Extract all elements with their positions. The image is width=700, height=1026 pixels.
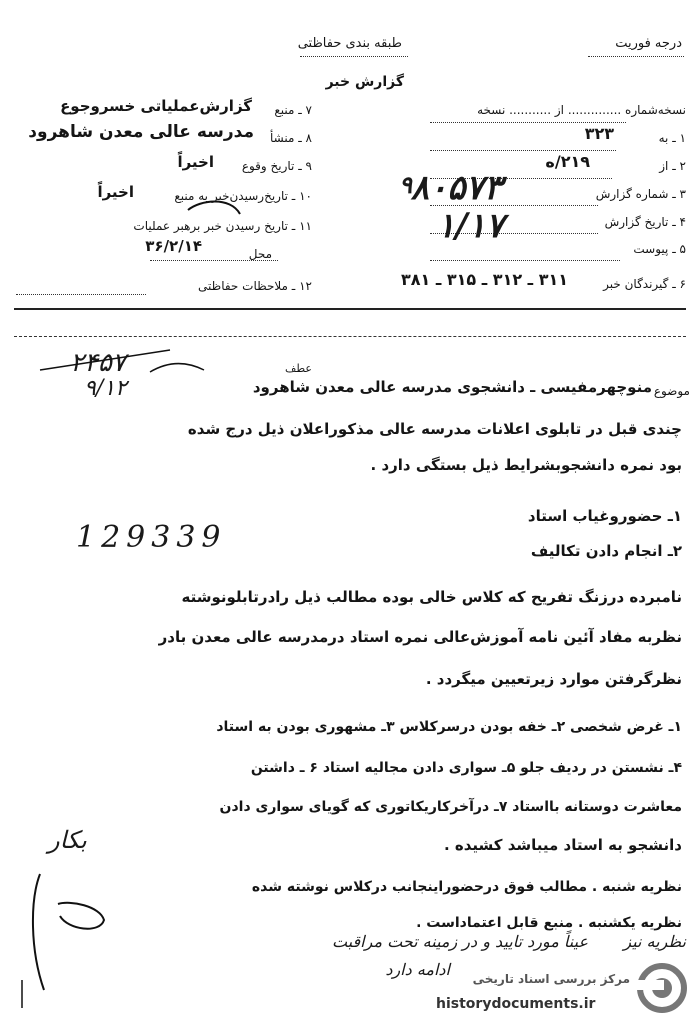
handwritten-margin-code: ۹ — [399, 170, 412, 199]
subject-text: منوچهرمفیسی ـ دانشجوی مدرسه عالی معدن شاهرود — [252, 378, 652, 396]
handwritten-side-mark: بکار — [48, 826, 87, 854]
occurrence-date-label: ۹ ـ تاریخ وقوع — [241, 159, 312, 173]
handwritten-report-date: ۱/۱۷ — [436, 206, 504, 246]
body-line: معاشرت دوستانه بااستاد ۷ـ درآخرکاریکاتوری که گویای سواری دادن — [219, 799, 682, 815]
priority-label: درجه فوریت — [615, 36, 682, 51]
body-list-item: ۱ـ غرض شخصی ۲ـ خفه بودن درسرکلاس ۳ـ مشهوری بودن به استاد — [216, 719, 682, 735]
report-date-label: ۴ ـ تاریخ گزارش — [604, 215, 686, 229]
attachment-label: ۵ ـ پیوست — [633, 242, 686, 256]
handwritten-code-2: ۲۴۵۷ — [70, 348, 126, 378]
recipients-value: ۳۱۱ ـ ۳۱۲ ـ ۳۱۵ ـ ۳۸۱ — [400, 270, 568, 289]
body-list-item: ۴ـ نشستن در ردیف جلو ۵ـ سواری دادن مجالیه استاد ۶ ـ داشتن — [250, 760, 682, 776]
atf-note: عطف — [285, 362, 312, 375]
receipt-by-source-value: اخیراً — [97, 183, 134, 201]
body-line: چندی قبل در تابلوی اعلانات مدرسه عالی مذکوراعلان ذیل درج شده — [187, 420, 682, 438]
body-line: نظرگرفتن موارد زیرتعیین میگردد . — [425, 670, 682, 688]
location-label: محل — [248, 247, 272, 261]
receipt-by-leader-value: ۳۶/۲/۱۴ — [145, 237, 202, 255]
occurrence-date-value: اخیراً — [177, 153, 214, 171]
handwritten-note: ادامه دارد — [385, 960, 450, 979]
source-value: گزارش‌عملیاتی خسروجوع — [60, 97, 252, 115]
handwritten-note: نظریه نیز — [623, 932, 686, 951]
origin-label: ۸ ـ منشأ — [269, 131, 312, 145]
to-value: ۳۲۳ — [584, 124, 614, 143]
body-line: نامبرده درزنگ تفریح که کلاس خالی بوده مطالب ذیل رادرتابلونوشته — [181, 588, 682, 606]
report-number-label: ۳ ـ شماره گزارش — [595, 187, 686, 201]
handwritten-archive-number: 129339 — [76, 520, 227, 555]
opinion-sunday: نظریه یکشنبه . منبع قابل اعتماداست . — [416, 915, 682, 931]
receipt-by-source-label: ۱۰ ـ تاریخ‌رسیدن‌خبر به منبع — [174, 189, 312, 203]
receipt-by-leader-label: ۱۱ ـ تاریخ رسیدن خبر برهبر عملیات — [133, 219, 312, 233]
origin-value: مدرسه عالی معدن شاهرود — [28, 122, 254, 142]
archive-logo-icon — [600, 960, 700, 1022]
body-list-item: ۲ـ انجام دادن تکالیف — [530, 542, 682, 560]
body-line: بود نمره دانشجوبشرایط ذیل بستگی دارد . — [370, 456, 682, 474]
recipients-label: ۶ ـ گیرندگان خبر — [603, 277, 686, 291]
opinion-saturday: نظریه شنبه . مطالب فوق درحضوراینجانب درکلاس نوشته شده — [251, 879, 682, 895]
copy-number-field: نسخه‌شماره .............. از ........... نسخه — [477, 103, 686, 117]
handwritten-report-number: ۸۰۵۷۳ — [410, 168, 502, 208]
classification-label: طبقه بندی حفاظتی — [297, 36, 402, 51]
from-label: ۲ ـ از — [659, 159, 686, 173]
body-list-item: ۱ـ حضوروغیاب استاد — [527, 507, 682, 525]
watermark-site: historydocuments.ir — [436, 996, 596, 1012]
handwritten-code-3: ۹/۱۲ — [84, 376, 127, 401]
handwritten-note: عیناً مورد تایید و در زمینه تحت مراقبت — [331, 932, 588, 951]
subject-label: موضوع — [653, 384, 690, 398]
body-line: نظربه مفاد آئین نامه آموزش‌عالی نمره استاد درمدرسه عالی معدن بادر — [158, 628, 682, 646]
security-notes-label: ۱۲ ـ ملاحظات حفاظتی — [198, 279, 312, 293]
body-line: دانشجو به استاد میباشد کشیده . — [443, 836, 682, 854]
watermark-org-name: مرکز بررسی اسناد تاریخی — [472, 972, 630, 986]
source-label: ۷ ـ منبع — [274, 103, 312, 117]
to-label: ۱ ـ به — [658, 131, 686, 145]
form-title: گزارش خبر — [325, 74, 404, 90]
from-value: ۲۱۹/ه — [545, 152, 590, 171]
